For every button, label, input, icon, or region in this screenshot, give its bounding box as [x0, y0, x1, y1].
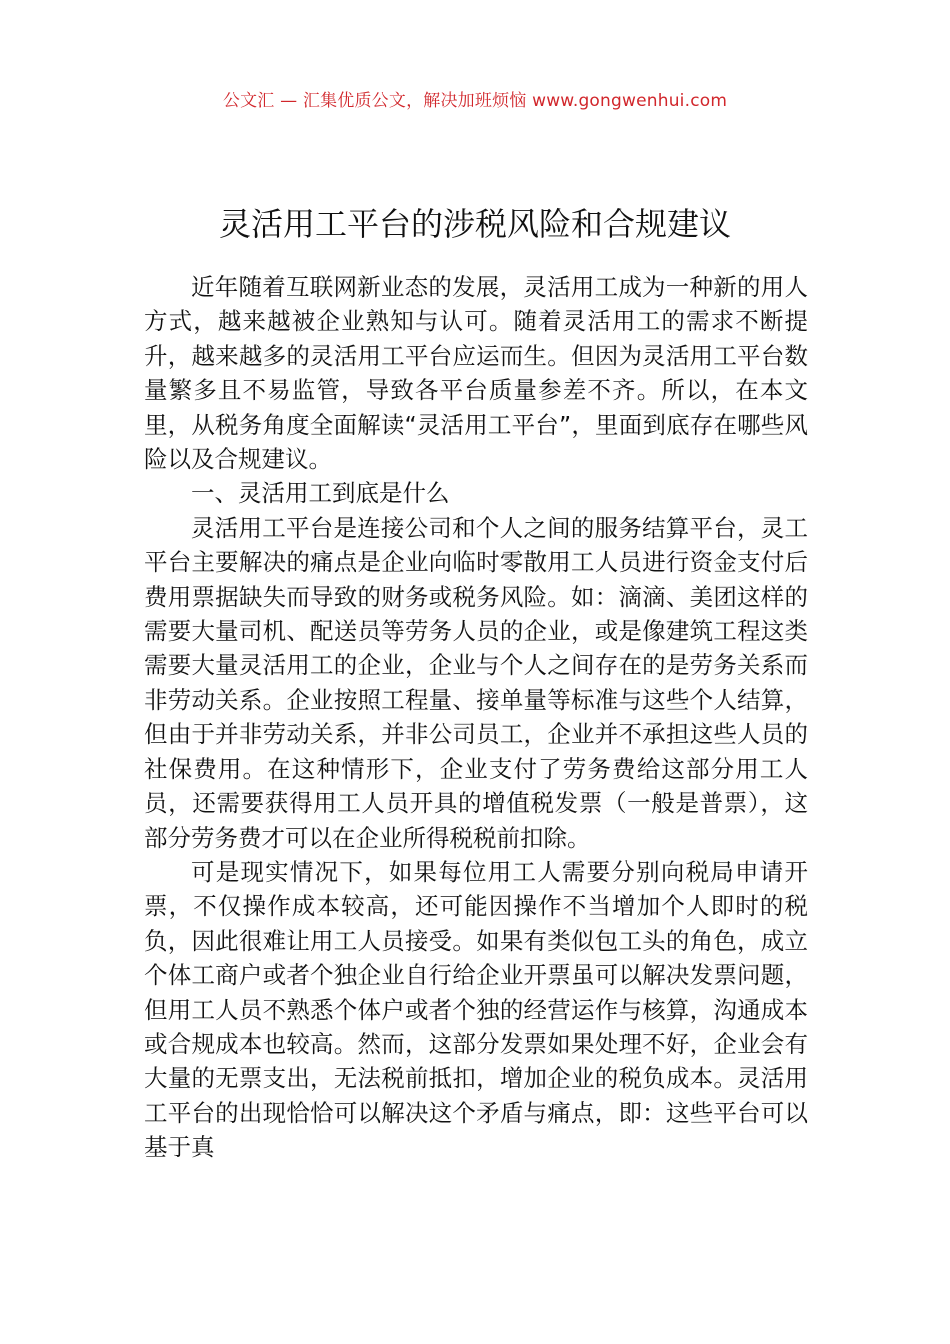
paragraph-intro: 近年随着互联网新业态的发展，灵活用工成为一种新的用人方式，越来越被企业熟知与认可。随着灵活用工的需求不断提升，越来越多的灵活用工平台应运而生。但因为灵活用工平台数量繁多且不易监管，导致各平台质量参差不齐。所以，在本文里，从税务角度全面解读“灵活用工平台”，里面到底存在哪些风险以及合规建议。 [144, 273, 808, 474]
document-body [144, 270, 808, 1165]
document-title: 灵活用工平台的涉税风险和合规建议 [218, 205, 731, 244]
section-heading-1: 一、灵活用工到底是什么 [191, 479, 450, 508]
header-banner: 公文汇 — 汇集优质公文，解决加班烦恼 www.gongwenhui.com [222, 91, 728, 111]
paragraph-reality: 可是现实情况下，如果每位用工人需要分别向税局申请开票，不仅操作成本较高，还可能因操作不当增加个人即时的税负，因此很难让用工人员接受。如果有类似包工头的角色，成立个体工商户或者个独企业自行给企业开票虽可以解决发票问题，但用工人员不熟悉个体户或者个独的经营运作与核算，沟通成本或合规成本也较高。然而，这部分发票如果处理不好，企业会有大量的无票支出，无法税前抵扣，增加企业的税负成本。灵活用工平台的出现恰恰可以解决这个矛盾与痛点，即：这些平台可以基于真 [144, 857, 808, 1162]
paragraph-definition: 灵活用工平台是连接公司和个人之间的服务结算平台，灵工平台主要解决的痛点是企业向临时零散用工人员进行资金支付后费用票据缺失而导致的财务或税务风险。如：滴滴、美团这样的需要大量司机、配送员等劳务人员的企业，或是像建筑工程这类需要大量灵活用工的企业，企业与个人之间存在的是劳务关系而非劳动关系。企业按照工程量、接单量等标准与这些个人结算，但由于并非劳动关系，并非公司员工，企业并不承担这些人员的社保费用。在这种情形下，企业支付了劳务费给这部分用工人员，还需要获得用工人员开具的增值税发票（一般是普票），这部分劳务费才可以在企业所得税税前扣除。 [144, 513, 808, 852]
